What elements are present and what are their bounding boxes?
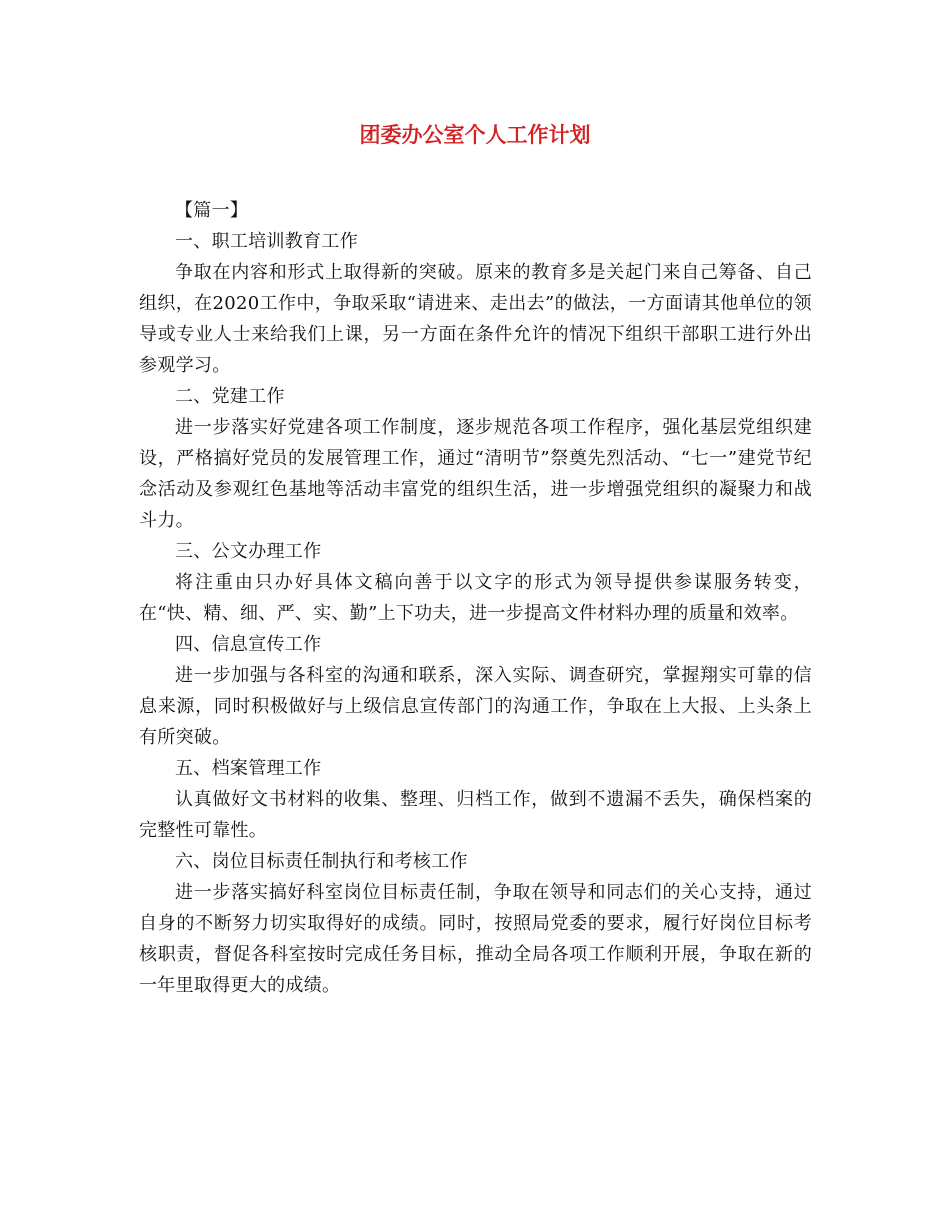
section-heading-3: 三、公文办理工作 (175, 541, 322, 562)
section-paragraph-4: 进一步加强与各科室的沟通和联系，深入实际、调查研究，掌握翔实可靠的信息来源，同时积极做好与上级信息宣传部门的沟通工作，争取在上大报、上头条上有所突破。 (139, 665, 812, 748)
section-heading-2: 二、党建工作 (175, 386, 285, 407)
document-body (139, 195, 812, 1001)
section-paragraph-6: 进一步落实搞好科室岗位目标责任制，争取在领导和同志们的关心支持，通过自身的不断努力切实取得好的成绩。同时，按照局党委的要求，履行好岗位目标考核职责，督促各科室按时完成任务目标，推动全局各项工作顺利开展，争取在新的一年里取得更大的成绩。 (139, 882, 812, 996)
section-paragraph-5: 认真做好文书材料的收集、整理、归档工作，做到不遗漏不丢失，确保档案的完整性可靠性。 (139, 789, 812, 841)
section-paragraph-2: 进一步落实好党建各项工作制度，逐步规范各项工作程序，强化基层党组织建设，严格搞好党员的发展管理工作，通过“清明节”祭奠先烈活动、“七一”建党节纪念活动及参观红色基地等活动丰富党的组织生活，进一步增强党组织的凝聚力和战斗力。 (139, 417, 812, 531)
section-heading-1: 一、职工培训教育工作 (175, 231, 358, 252)
section-heading-4: 四、信息宣传工作 (175, 634, 322, 655)
section-heading-5: 五、档案管理工作 (175, 758, 322, 779)
section-paragraph-3: 将注重由只办好具体文稿向善于以文字的形式为领导提供参谋服务转变，在“快、精、细、严、实、勤”上下功夫，进一步提高文件材料办理的质量和效率。 (139, 572, 812, 624)
part-label: 【篇一】 (175, 200, 249, 221)
section-heading-6: 六、岗位目标责任制执行和考核工作 (175, 851, 468, 872)
section-paragraph-1: 争取在内容和形式上取得新的突破。原来的教育多是关起门来自己筹备、自己组织，在2020工作中，争取采取“请进来、走出去”的做法，一方面请其他单位的领导或专业人士来给我们上课，另一方面在条件允许的情况下组织干部职工进行外出参观学习。 (139, 262, 812, 376)
document-title: 团委办公室个人工作计划 (359, 122, 591, 147)
